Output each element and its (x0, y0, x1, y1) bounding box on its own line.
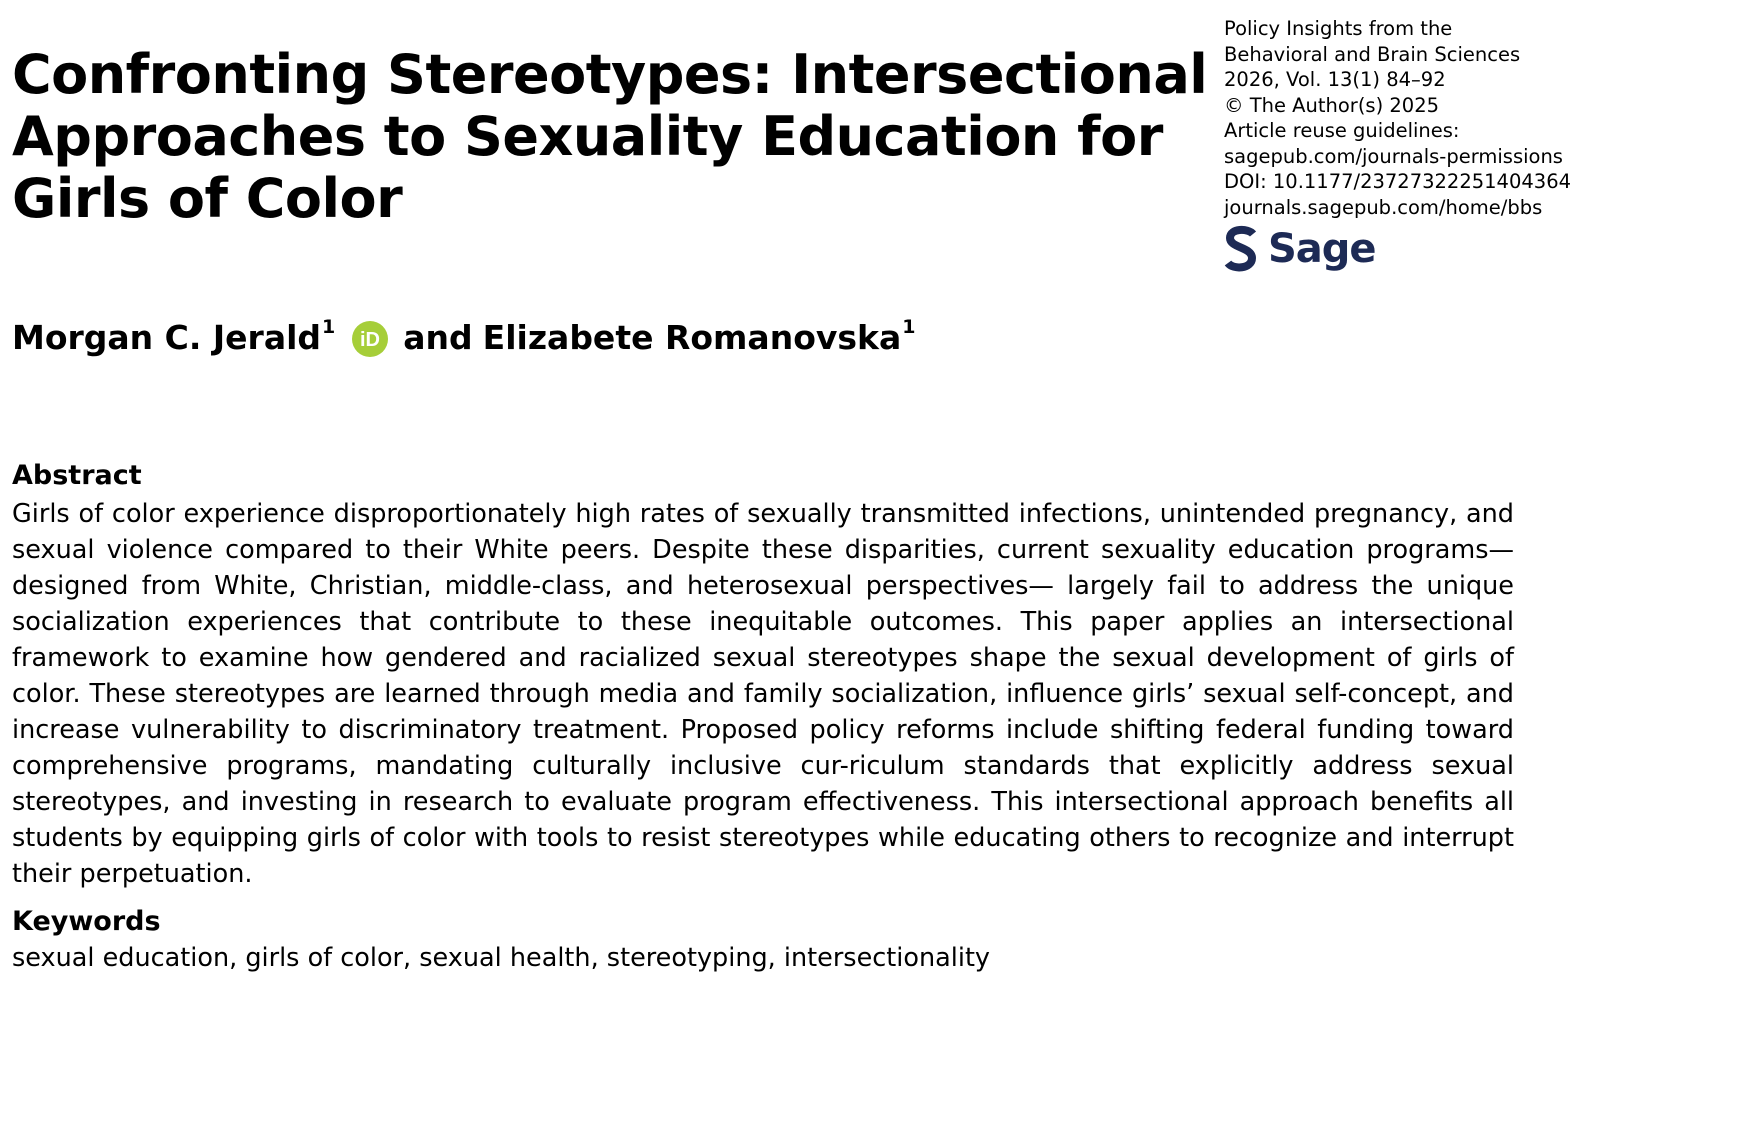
title-line-2: Approaches to Sexuality Education for (12, 105, 1163, 168)
title-line-1: Confronting Stereotypes: Intersectional (12, 43, 1208, 106)
sage-s-icon (1224, 225, 1258, 273)
copyright: © The Author(s) 2025 (1224, 93, 1440, 117)
doi[interactable]: DOI: 10.1177/23727322251404364 (1224, 170, 1572, 193)
orcid-icon[interactable] (351, 320, 389, 366)
publisher-name: Sage (1268, 226, 1376, 272)
affiliation-marker: 1 (902, 316, 916, 338)
keywords-list: sexual education, girls of color, sexual health, stereotyping, intersectionality (12, 943, 991, 973)
svg-text:iD: iD (360, 329, 381, 351)
reuse-guidelines-label: Article reuse guidelines: (1224, 119, 1460, 142)
author-name: Elizabete Romanovska (482, 318, 902, 357)
journal-volume: 2026, Vol. 13(1) 84–92 (1224, 68, 1446, 91)
journal-name-line-1: Policy Insights from the (1224, 17, 1453, 40)
article-title (12, 44, 1232, 230)
publisher-logo (1224, 224, 1376, 274)
keywords-heading: Keywords (12, 906, 161, 937)
abstract-heading: Abstract (12, 460, 142, 491)
author-list (12, 318, 915, 364)
abstract-text: Girls of color experience disproportionately high rates of sexually transmitted infections, unintended pregnancy, and sexual violence compared to their White peers. Despite these disparities, current sexuality education programs— designed from White, Christian, middle-class, and heterosexual perspectives— largely fail to address the unique socialization experiences that contribute to these inequitable outcomes. This paper applies an intersectional framework to examine how gendered and racialized sexual stereotypes shape the sexual development of girls of color. These stereotypes are learned through media and family socialization, influence girls’ sexual self-concept, and increase vulnerability to discriminatory treatment. Proposed policy reforms include shifting federal funding toward comprehensive programs, mandating culturally inclusive cur-riculum standards that explicitly address sexual stereotypes, and investing in research to evaluate program effectiveness. This intersectional approach benefits all students by equipping girls of color with tools to resist stereotypes while educating others to recognize and interrupt their perpetuation. (12, 499, 1514, 889)
journal-info (1224, 16, 1572, 220)
journal-name-line-2: Behavioral and Brain Sciences (1224, 42, 1521, 66)
author-joiner: and (403, 318, 473, 357)
affiliation-marker: 1 (322, 316, 336, 338)
title-line-3: Girls of Color (12, 167, 403, 230)
author-name: Morgan C. Jerald (12, 318, 322, 357)
permissions-link[interactable]: sagepub.com/journals-permissions (1224, 144, 1563, 168)
journal-homepage-link[interactable]: journals.sagepub.com/home/bbs (1224, 195, 1543, 219)
